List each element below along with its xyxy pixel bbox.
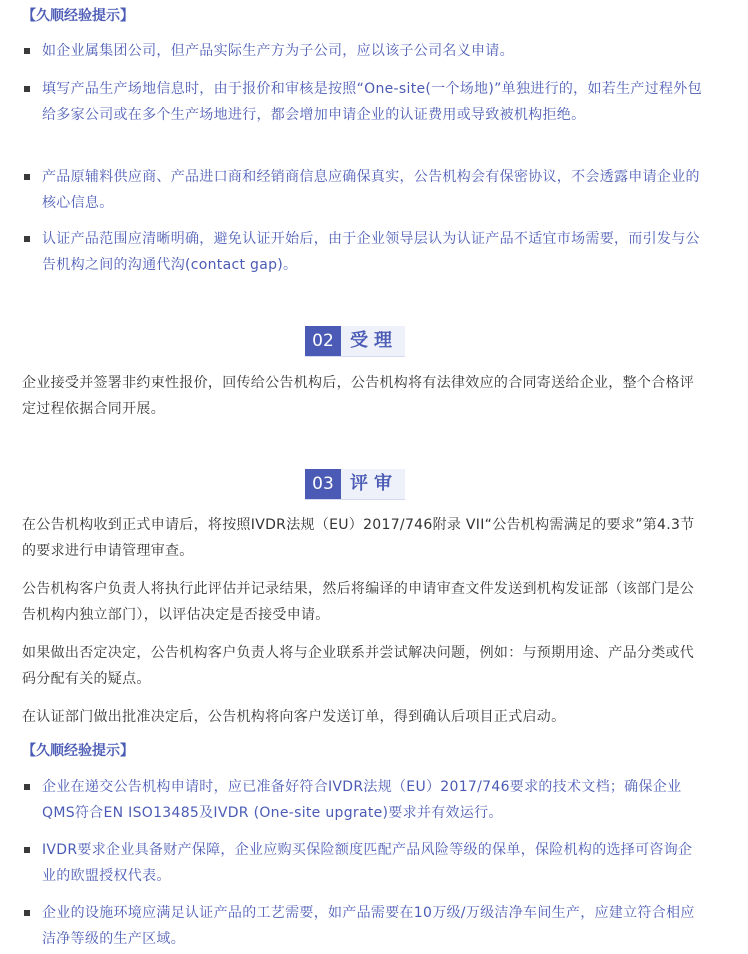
experience-tip-label: 【久顺经验提示】 bbox=[22, 743, 134, 759]
tip-bullet-text: IVDR要求企业具备财产保障，企业应购买保险额度匹配产品风险等级的保单，保险机构的选择可咨询企业的欧盟授权代表。 bbox=[42, 842, 693, 884]
section-heading-review bbox=[305, 469, 405, 500]
section-heading-acceptance bbox=[305, 326, 405, 357]
section-title: 评审 bbox=[341, 469, 405, 499]
tip-bullet bbox=[24, 38, 704, 64]
tip-bullet bbox=[24, 164, 704, 216]
tip-bullet bbox=[24, 76, 704, 128]
square-bullet-icon bbox=[24, 784, 30, 790]
square-bullet-icon bbox=[24, 910, 30, 916]
paragraph: 在公告机构收到正式申请后，将按照IVDR法规（EU）2017/746附录 VII“公告机构需满足的要求”第4.3节的要求进行申请管理审查。 bbox=[22, 517, 695, 559]
square-bullet-icon bbox=[24, 174, 30, 180]
tip-bullet-text: 产品原辅料供应商、产品进口商和经销商信息应确保真实，公告机构会有保密协议，不会透露申请企业的核心信息。 bbox=[42, 169, 700, 211]
paragraph: 在认证部门做出批准决定后，公告机构将向客户发送订单，得到确认后项目正式启动。 bbox=[22, 709, 566, 725]
tip-bullet bbox=[24, 900, 704, 952]
square-bullet-icon bbox=[24, 847, 30, 853]
section-title: 受理 bbox=[341, 326, 405, 356]
paragraph: 如果做出否定决定，公告机构客户负责人将与企业联系并尝试解决问题，例如：与预期用途、产品分类或代码分配有关的疑点。 bbox=[22, 645, 695, 687]
tip-bullet bbox=[24, 774, 704, 826]
square-bullet-icon bbox=[24, 48, 30, 54]
tip-bullet-text: 如企业属集团公司，但产品实际生产方为子公司，应以该子公司名义申请。 bbox=[42, 43, 514, 59]
paragraph: 公告机构客户负责人将执行此评估并记录结果，然后将编译的申请审查文件发送到机构发证部（该部门是公告机构内独立部门），以评估决定是否接受申请。 bbox=[22, 581, 695, 623]
section-number: 02 bbox=[305, 326, 341, 356]
section-number: 03 bbox=[305, 469, 341, 499]
tip-bullet-text: 认证产品范围应清晰明确，避免认证开始后，由于企业领导层认为认证产品不适宜市场需要，而引发与公告机构之间的沟通代沟(contact gap)。 bbox=[42, 231, 700, 273]
paragraph: 企业接受并签署非约束性报价，回传给公告机构后，公告机构将有法律效应的合同寄送给企业，整个合格评定过程依据合同开展。 bbox=[22, 375, 695, 417]
square-bullet-icon bbox=[24, 236, 30, 242]
square-bullet-icon bbox=[24, 86, 30, 92]
tip-bullet-text: 企业在递交公告机构申请时，应已准备好符合IVDR法规（EU）2017/746要求的技术文档；确保企业QMS符合EN ISO13485及IVDR (One-site upgrate)要求并有效运行。 bbox=[42, 779, 682, 821]
tip-bullet bbox=[24, 837, 704, 889]
tip-bullet-text: 企业的设施环境应满足认证产品的工艺需要，如产品需要在10万级/万级洁净车间生产，应建立符合相应洁净等级的生产区域。 bbox=[42, 905, 695, 947]
experience-tip-label: 【久顺经验提示】 bbox=[22, 8, 134, 24]
tip-bullet-text: 填写产品生产场地信息时，由于报价和审核是按照“One-site(一个场地)”单独进行的，如若生产过程外包给多家公司或在多个生产场地进行，都会增加申请企业的认证费用或导致被机构拒绝。 bbox=[42, 81, 702, 123]
tip-bullet bbox=[24, 226, 704, 278]
